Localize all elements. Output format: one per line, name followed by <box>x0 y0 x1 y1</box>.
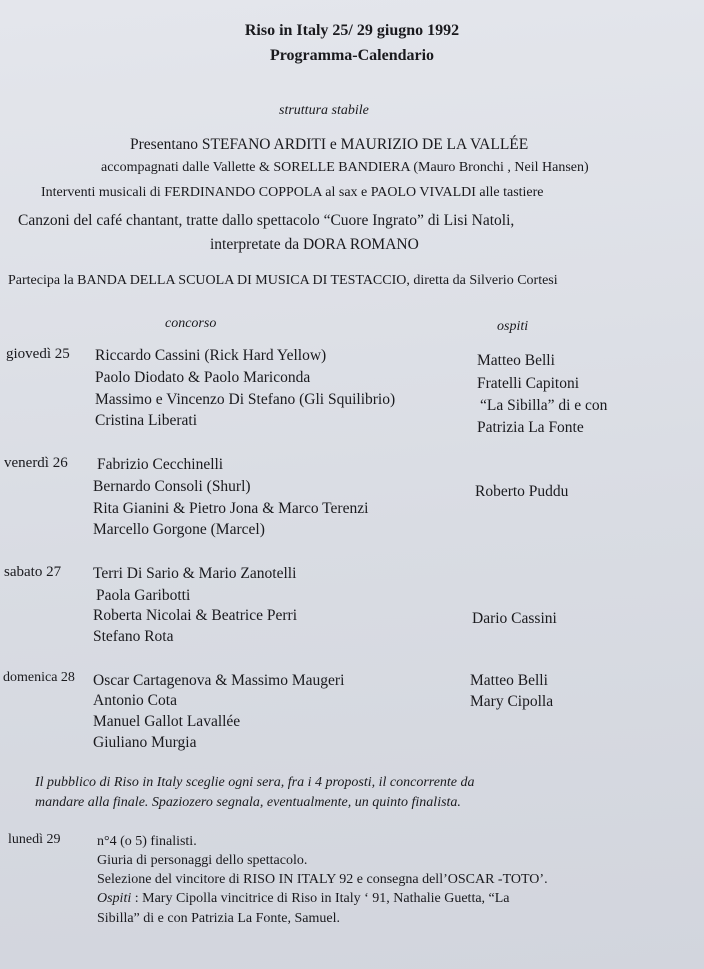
guest: Dario Cassini <box>472 610 557 627</box>
selection-note: Il pubblico di Riso in Italy sceglie ogni sera, fra i 4 proposti, il concorrente da <box>35 775 475 790</box>
selection-note-cont: mandare alla finale. Spaziozero segnala, eventualmente, un quinto finalista. <box>35 795 461 810</box>
band-line: Partecipa la BANDA DELLA SCUOLA DI MUSICA DI TESTACCIO, diretta da Silverio Cortesi <box>8 273 558 288</box>
contestant: Roberta Nicolai & Beatrice Perri <box>93 607 298 624</box>
document-title: Riso in Italy 25/ 29 giugno 1992 <box>244 22 460 39</box>
contestant: Bernardo Consoli (Shurl) <box>93 478 251 495</box>
contestant: Manuel Gallot Lavallée <box>93 713 241 730</box>
guest: Matteo Belli <box>477 352 555 369</box>
contestant: Cristina Liberati <box>95 412 198 429</box>
day-label: lunedì 29 <box>8 832 61 847</box>
final-line: Sibilla” di e con Patrizia La Fonte, Samuel. <box>97 911 340 926</box>
contestant: Paola Garibotti <box>96 587 191 604</box>
contestant: Fabrizio Cecchinelli <box>97 456 224 473</box>
contestant: Riccardo Cassini (Rick Hard Yellow) <box>95 347 327 364</box>
guest: Fratelli Capitoni <box>477 375 580 392</box>
final-guests-label: Ospiti <box>97 891 132 906</box>
contestant: Oscar Cartagenova & Massimo Maugeri <box>93 672 345 689</box>
guest: Roberto Puddu <box>475 483 569 500</box>
contestant: Massimo e Vincenzo Di Stefano (Gli Squilibrio) <box>95 391 396 408</box>
contestant: Rita Gianini & Pietro Jona & Marco Terenzi <box>93 500 369 517</box>
contest-column-header: concorso <box>165 316 217 331</box>
accompanied-line: accompagnati dalle Vallette & SORELLE BANDIERA (Mauro Bronchi , Neil Hansen) <box>101 160 589 175</box>
final-guests-line <box>97 891 510 907</box>
day-label: giovedì 25 <box>6 346 70 362</box>
contestant: Antonio Cota <box>93 692 177 709</box>
day-label: venerdì 26 <box>4 455 68 471</box>
contestant: Marcello Gorgone (Marcel) <box>93 521 265 538</box>
guests-column-header: ospiti <box>497 319 529 334</box>
final-line: Selezione del vincitore di RISO IN ITALY 92 e consegna dell’OSCAR -TOTO’. <box>97 872 548 887</box>
guest: Mary Cipolla <box>470 693 554 710</box>
final-line: n°4 (o 5) finalisti. <box>97 834 197 849</box>
guest: Patrizia La Fonte <box>477 419 584 436</box>
day-label: domenica 28 <box>3 670 75 685</box>
structure-label: struttura stabile <box>279 103 369 118</box>
contestant: Terri Di Sario & Mario Zanotelli <box>93 565 297 582</box>
contestant: Paolo Diodato & Paolo Mariconda <box>95 369 311 386</box>
final-line: Giuria di personaggi dello spettacolo. <box>97 853 308 868</box>
songs-line: Canzoni del café chantant, tratte dallo spettacolo “Cuore Ingrato” di Lisi Natoli, <box>18 212 515 229</box>
presenters-line: Presentano STEFANO ARDITI e MAURIZIO DE LA VALLÉE <box>130 136 529 153</box>
songs-performer-line: interpretate da DORA ROMANO <box>210 236 419 253</box>
contestant: Stefano Rota <box>93 628 174 645</box>
final-guests-list: : Mary Cipolla vincitrice di Riso in Italy ‘ 91, Nathalie Guetta, “La <box>131 891 510 906</box>
guest: Matteo Belli <box>470 672 548 689</box>
music-line: Interventi musicali di FERDINANDO COPPOLA al sax e PAOLO VIVALDI alle tastiere <box>41 185 544 200</box>
document-subtitle: Programma-Calendario <box>269 47 435 64</box>
contestant: Giuliano Murgia <box>93 734 197 751</box>
guest: “La Sibilla” di e con <box>480 397 608 414</box>
day-label: sabato 27 <box>4 564 62 580</box>
